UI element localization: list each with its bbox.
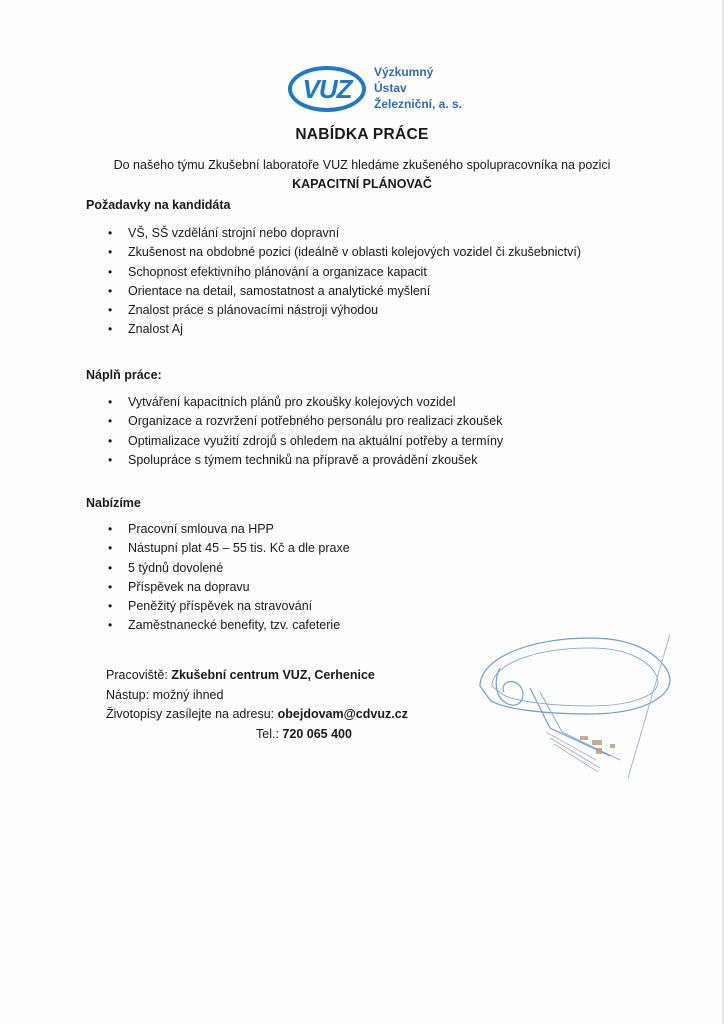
bullet-icon: •	[108, 322, 113, 337]
logo-line-3: Železniční, a. s.	[374, 97, 463, 111]
list-item: • Znalost Aj	[108, 320, 581, 339]
bullet-icon: •	[108, 599, 113, 614]
bullet-icon: •	[108, 395, 113, 409]
requirements-list	[108, 224, 581, 340]
offer-heading: Nabízíme	[86, 496, 141, 510]
phone-line: Tel.: 720 065 400	[256, 726, 352, 741]
list-item: • VŠ, SŠ vzdělání strojní nebo dopravní	[108, 224, 581, 243]
requirements-heading: Požadavky na kandidáta	[86, 198, 231, 212]
bullet-icon: •	[108, 522, 113, 536]
bullet-icon: •	[108, 264, 113, 279]
list-item: • Peněžitý příspěvek na stravování	[108, 597, 350, 616]
contact-block	[106, 666, 408, 744]
page-title: NABÍDKA PRÁCE	[295, 126, 429, 143]
intro-text: Do našeho týmu Zkušební laboratoře VUZ hledáme zkušeného spolupracovníka na pozici	[113, 158, 611, 172]
bullet-icon: •	[108, 579, 113, 594]
bullet-icon: •	[108, 414, 113, 429]
workplace-line: Pracoviště: Zkušební centrum VUZ, Cerhenice	[106, 668, 375, 682]
bullet-icon: •	[108, 541, 113, 556]
logo-line-2: Ústav	[374, 81, 407, 95]
bullet-icon: •	[108, 433, 113, 448]
bullet-icon: •	[108, 452, 113, 467]
duties-heading: Náplň práce:	[86, 368, 162, 382]
bullet-icon: •	[108, 560, 113, 575]
logo-mark-text: VUZ	[302, 73, 352, 104]
list-item: • Vytváření kapacitních plánů pro zkoušky kolejových vozidel	[108, 393, 503, 412]
logo-mark	[288, 66, 366, 112]
test-track-illustration	[470, 628, 680, 784]
start-line: Nástup: možný ihned	[106, 687, 224, 702]
list-item: • Příspěvek na dopravu	[108, 578, 350, 597]
workplace-value: Zkušební centrum VUZ, Cerhenice	[171, 668, 375, 682]
list-item: • Zaměstnanecké benefity, tzv. cafeterie	[108, 616, 350, 635]
list-item: • Nástupní plat 45 – 55 tis. Kč a dle praxe	[108, 539, 350, 558]
list-item: • Znalost práce s plánovacími nástroji výhodou	[108, 301, 581, 320]
bullet-icon: •	[108, 283, 113, 298]
list-item: • Schopnost efektivního plánování a organizace kapacit	[108, 263, 581, 282]
logo-wordmark	[374, 64, 462, 112]
bullet-icon: •	[108, 245, 113, 260]
list-item: • 5 týdnů dovolené	[108, 559, 350, 578]
bullet-icon: •	[108, 303, 113, 318]
list-item: • Spolupráce s týmem techniků na přípravě a provádění zkoušek	[108, 451, 503, 470]
intro	[0, 156, 724, 194]
email-link[interactable]: obejdovam@cdvuz.cz	[277, 707, 408, 721]
list-item: • Zkušenost na obdobné pozici (ideálně v oblasti kolejových vozidel či zkušebnictví)	[108, 243, 581, 262]
vuz-logo	[288, 60, 488, 120]
position-title: KAPACITNÍ PLÁNOVAČ	[292, 177, 432, 191]
offer-list	[108, 520, 350, 636]
duties-list	[108, 393, 503, 470]
cv-line: Životopisy zasílejte na adresu: obejdovam@cdvuz.cz	[106, 707, 408, 721]
list-item: • Orientace na detail, samostatnost a analytické myšlení	[108, 282, 581, 301]
list-item: • Organizace a rozvržení potřebného personálu pro realizaci zkoušek	[108, 412, 503, 431]
list-item: • Optimalizace využití zdrojů s ohledem na aktuální potřeby a termíny	[108, 432, 503, 451]
list-item: • Pracovní smlouva na HPP	[108, 520, 350, 539]
logo-line-1: Výzkumný	[374, 65, 434, 79]
phone-number: 720 065 400	[282, 726, 352, 741]
start-value: možný ihned	[152, 687, 224, 702]
bullet-icon: •	[108, 618, 113, 633]
bullet-icon: •	[108, 226, 113, 240]
